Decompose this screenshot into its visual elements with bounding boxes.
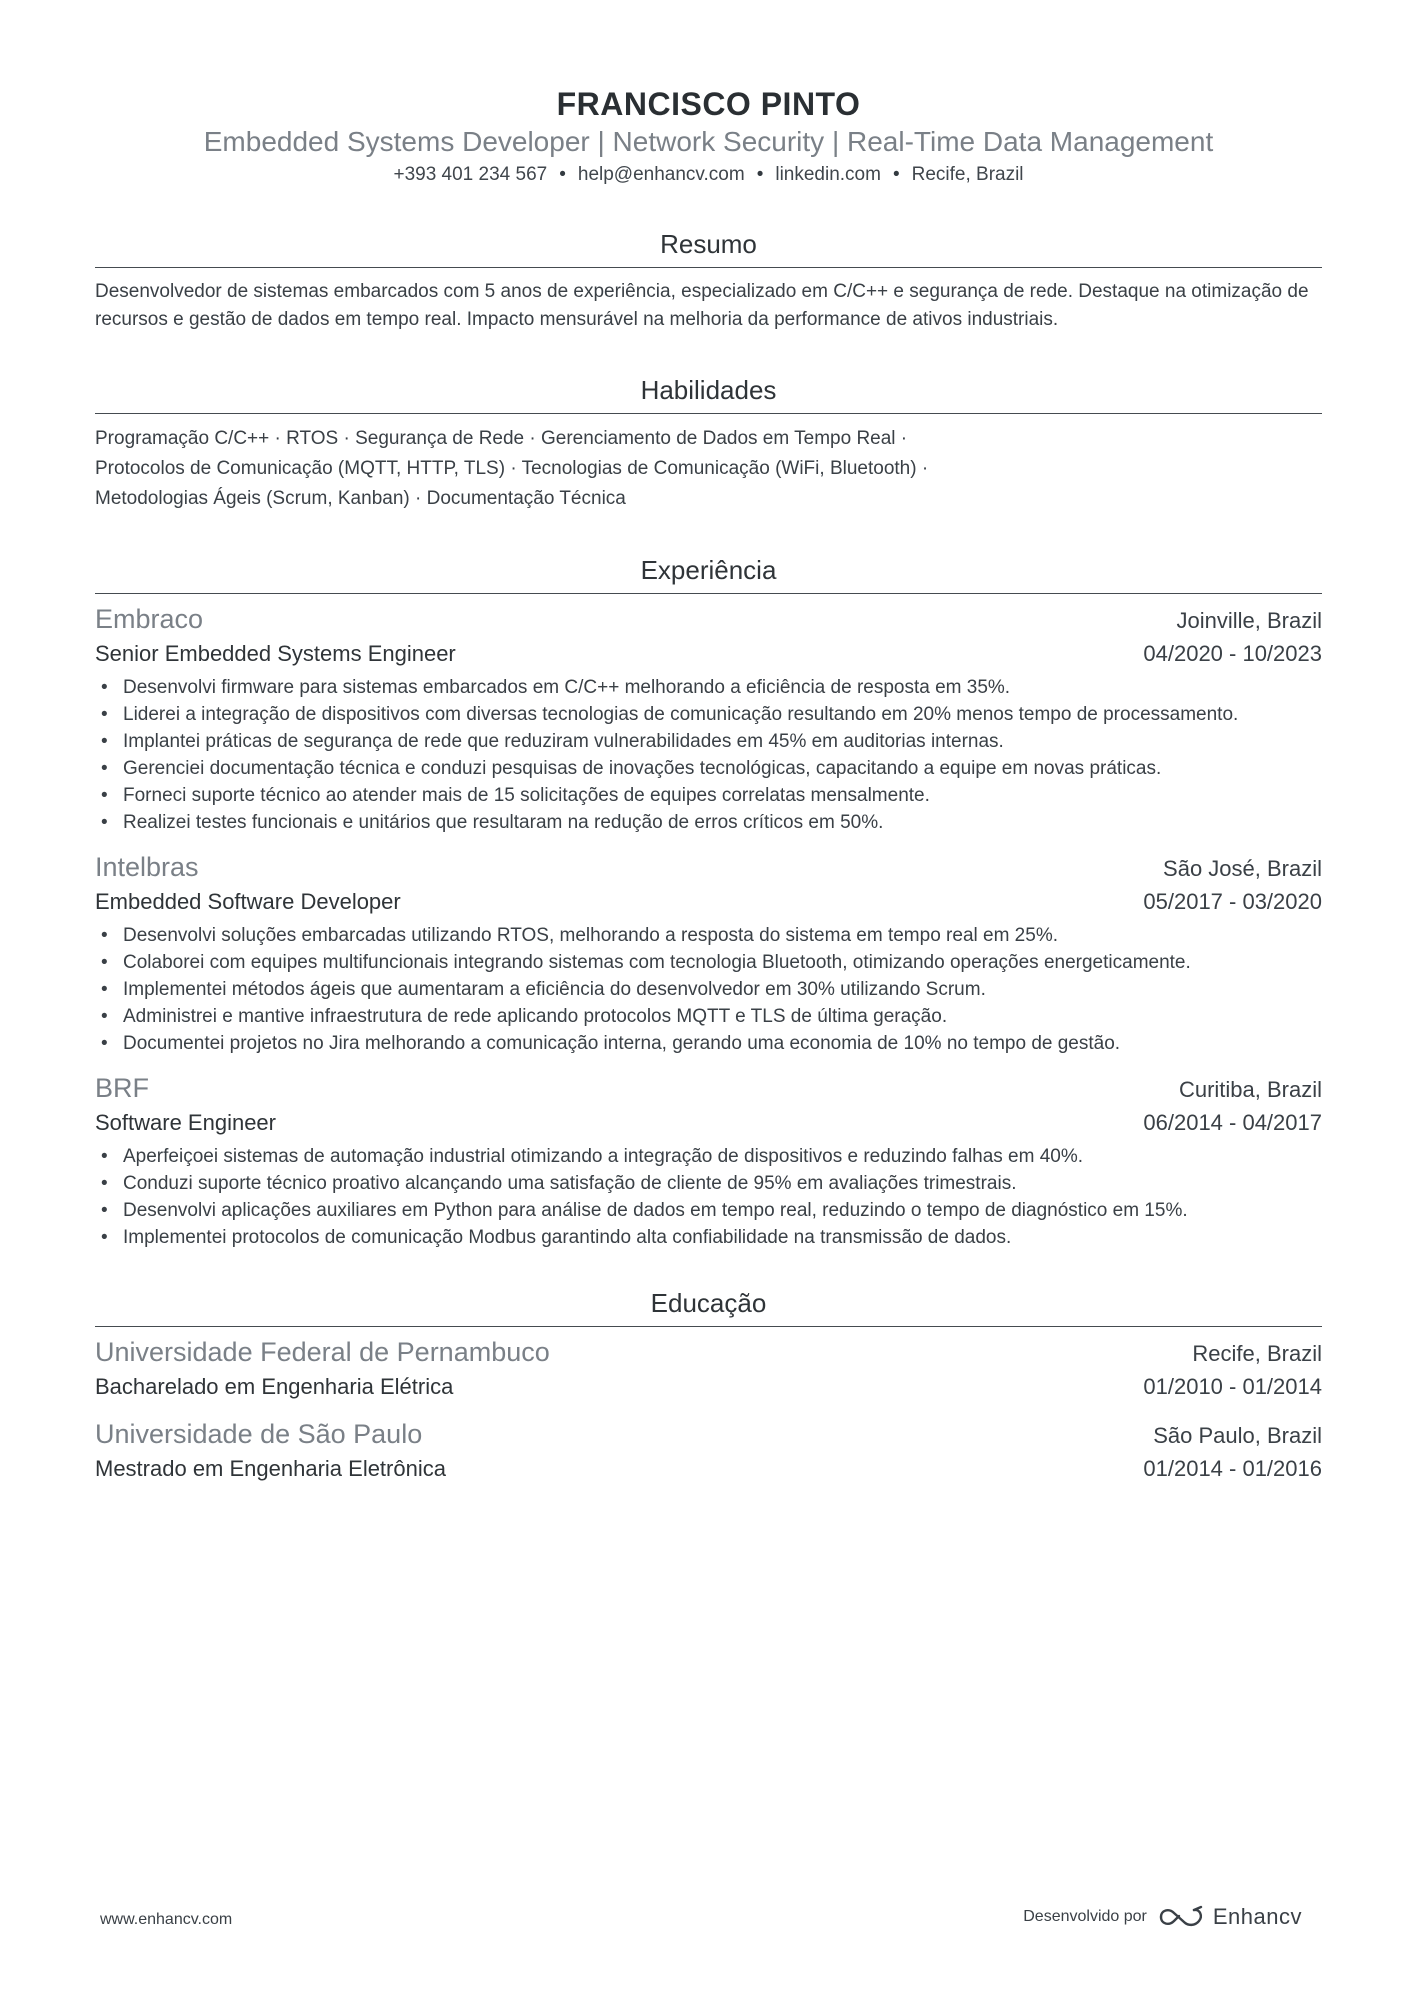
- section-title-experience: Experiência: [95, 554, 1322, 594]
- experience-bullets: [95, 1143, 1322, 1251]
- section-title-education: Educação: [95, 1287, 1322, 1327]
- experience-bullet: • Desenvolvi soluções embarcadas utilizando RTOS, melhorando a resposta do sistema em tempo real em 25%.: [123, 922, 1322, 949]
- education-school: Universidade Federal de Pernambuco: [95, 1337, 550, 1367]
- experience-bullet: • Colaborei com equipes multifuncionais integrando sistemas com tecnologia Bluetooth, otimizando operações energeticamente.: [123, 949, 1322, 976]
- experience-location: São José, Brazil: [1163, 856, 1322, 881]
- candidate-name: FRANCISCO PINTO: [556, 86, 861, 122]
- experience-company: BRF: [95, 1073, 149, 1103]
- skills-list: [95, 424, 1322, 514]
- experience-company: Embraco: [95, 604, 204, 634]
- contact-phone[interactable]: +393 401 234 567: [393, 164, 548, 185]
- experience-role: Software Engineer: [95, 1110, 276, 1135]
- experience-bullet: • Desenvolvi aplicações auxiliares em Python para análise de dados em tempo real, reduzindo o tempo de diagnóstico em 15%.: [123, 1197, 1322, 1224]
- section-title-skills: Habilidades: [95, 374, 1322, 414]
- candidate-tagline: Embedded Systems Developer | Network Security | Real-Time Data Management: [203, 126, 1214, 157]
- section-title-summary: Resumo: [95, 228, 1322, 268]
- experience-dates: 04/2020 - 10/2023: [1143, 641, 1322, 666]
- experience-entry: [95, 1071, 1322, 1251]
- skills-line: Protocolos de Comunicação (MQTT, HTTP, TLS) · Tecnologias de Comunicação (WiFi, Bluetooth) ·: [95, 458, 929, 479]
- experience-bullets: [95, 922, 1322, 1057]
- summary-text: Desenvolvedor de sistemas embarcados com 5 anos de experiência, especializado em C/C++ e segurança de rede. Destaque na otimização de recursos e gestão de dados em tempo real. Impacto mensurável na melhoria da performance de ativos industriais.: [95, 281, 1309, 330]
- contact-separator: •: [756, 164, 764, 185]
- experience-bullet: • Aperfeiçoei sistemas de automação industrial otimizando a integração de dispositivos e reduzindo falhas em 40%.: [123, 1143, 1322, 1170]
- experience-bullet: • Implementei métodos ágeis que aumentaram a eficiência do desenvolvedor em 30% utilizando Scrum.: [123, 976, 1322, 1003]
- skills-line: Programação C/C++ · RTOS · Segurança de Rede · Gerenciamento de Dados em Tempo Real ·: [95, 428, 908, 449]
- experience-entry: [95, 602, 1322, 836]
- experience-bullet: • Liderei a integração de dispositivos com diversas tecnologias de comunicação resultando em 20% menos tempo de processamento.: [123, 701, 1322, 728]
- footer-branding[interactable]: [1023, 1904, 1302, 1930]
- education-dates: 01/2014 - 01/2016: [1143, 1456, 1322, 1481]
- footer-brand: Enhancv: [1212, 1904, 1302, 1929]
- experience-role: Embedded Software Developer: [95, 889, 401, 914]
- experience-location: Curitiba, Brazil: [1178, 1077, 1322, 1102]
- education-entry: [95, 1417, 1322, 1485]
- education-location: Recife, Brazil: [1192, 1341, 1322, 1366]
- experience-bullet: • Implementei protocolos de comunicação Modbus garantindo alta confiabilidade na transmissão de dados.: [123, 1224, 1322, 1251]
- experience-bullets: [95, 674, 1322, 836]
- contact-linkedin[interactable]: linkedin.com: [775, 164, 881, 185]
- contact-location: Recife, Brazil: [911, 164, 1024, 185]
- experience-location: Joinville, Brazil: [1176, 608, 1322, 633]
- experience-dates: 06/2014 - 04/2017: [1143, 1110, 1322, 1135]
- experience-bullet: • Implantei práticas de segurança de rede que reduziram vulnerabilidades em 45% em auditorias internas.: [123, 728, 1322, 755]
- experience-role: Senior Embedded Systems Engineer: [95, 641, 456, 666]
- experience-bullet: • Forneci suporte técnico ao atender mais de 15 solicitações de equipes correlatas mensalmente.: [123, 782, 1322, 809]
- experience-bullet: • Desenvolvi firmware para sistemas embarcados em C/C++ melhorando a eficiência de resposta em 35%.: [123, 674, 1322, 701]
- footer-powered-by: Desenvolvido por: [1023, 1908, 1147, 1925]
- experience-dates: 05/2017 - 03/2020: [1143, 889, 1322, 914]
- contact-line: [95, 162, 1322, 188]
- education-dates: 01/2010 - 01/2014: [1143, 1374, 1322, 1399]
- experience-bullet: • Administrei e mantive infraestrutura de rede aplicando protocolos MQTT e TLS de última geração.: [123, 1003, 1322, 1030]
- enhancv-logo-icon: [1157, 1904, 1207, 1930]
- education-location: São Paulo, Brazil: [1153, 1423, 1322, 1448]
- experience-bullet: • Conduzi suporte técnico proativo alcançando uma satisfação de cliente de 95% em avaliações trimestrais.: [123, 1170, 1322, 1197]
- education-entry: [95, 1335, 1322, 1403]
- education-school: Universidade de São Paulo: [95, 1419, 423, 1449]
- experience-bullet: • Realizei testes funcionais e unitários que resultaram na redução de erros críticos em 50%.: [123, 809, 1322, 836]
- education-degree: Mestrado em Engenharia Eletrônica: [95, 1456, 446, 1481]
- education-degree: Bacharelado em Engenharia Elétrica: [95, 1374, 454, 1399]
- experience-bullet: • Gerenciei documentação técnica e conduzi pesquisas de inovações tecnológicas, capacitando a equipe em novas práticas.: [123, 755, 1322, 782]
- experience-entry: [95, 850, 1322, 1057]
- resume-page: [95, 0, 1322, 1485]
- footer-website[interactable]: www.enhancv.com: [100, 1911, 233, 1928]
- contact-separator: •: [892, 164, 900, 185]
- skills-line: Metodologias Ágeis (Scrum, Kanban) · Documentação Técnica: [95, 488, 626, 509]
- contact-email[interactable]: help@enhancv.com: [577, 164, 745, 185]
- contact-separator: •: [559, 164, 566, 185]
- experience-bullet: • Documentei projetos no Jira melhorando a comunicação interna, gerando uma economia de 10% no tempo de gestão.: [123, 1030, 1322, 1057]
- experience-company: Intelbras: [95, 852, 199, 882]
